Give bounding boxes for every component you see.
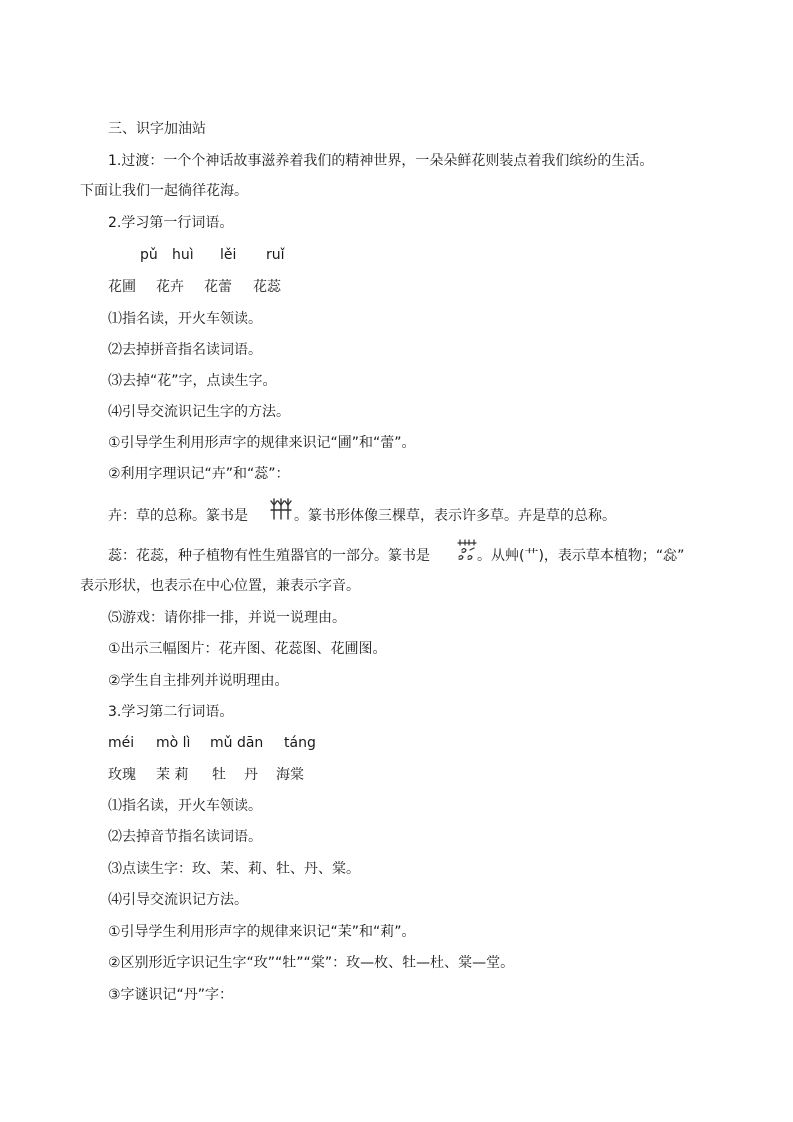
pinyin-tang: táng: [284, 735, 316, 751]
step2-item4a: ①引导学生利用形声字的规律来识记“圃”和“蕾”。: [108, 435, 416, 451]
pinyin-moli: mò lì: [156, 735, 191, 751]
step2-item4b: ②利用字理识记“卉”和“蕊”：: [108, 466, 290, 482]
rui-explanation-line2: 表示形状，也表示在中心位置，兼表示字音。: [80, 578, 360, 594]
word-mu: 牡: [212, 767, 226, 783]
step3-title: 3.学习第二行词语。: [108, 704, 234, 720]
step3-item4: ⑷引导交流识记方法。: [108, 892, 248, 908]
word-moli: 茉 莉: [156, 767, 189, 783]
word-haitang: 海棠: [276, 767, 304, 783]
seal-script-hui-image: [270, 497, 292, 521]
word-huapu: 花圃: [108, 279, 136, 295]
step3-item3: ⑶点读生字：玫、茉、莉、牡、丹、棠。: [108, 861, 360, 877]
word-meigui: 玫瑰: [108, 767, 136, 783]
step2-item5a: ①出示三幅图片：花卉图、花蕊图、花圃图。: [108, 641, 387, 657]
paragraph-transition-line1: 1.过渡：一个个神话故事滋养着我们的精神世界，一朵朵鲜花则装点着我们缤纷的生活。: [108, 153, 654, 169]
rui-explanation-part2: 。从艸(艹)，表示草本植物；“惢”: [477, 548, 685, 564]
step3-item4a: ①引导学生利用形声字的规律来识记“茉”和“莉”。: [108, 924, 416, 940]
step3-item2: ⑵去掉音节指名读词语。: [108, 829, 262, 845]
pinyin-pu: pǔ: [140, 247, 158, 263]
word-huarui: 花蕊: [253, 279, 281, 295]
pinyin-hui: huì: [172, 247, 194, 263]
step2-item2: ⑵去掉拼音指名读词语。: [108, 342, 262, 358]
step2-item4: ⑷引导交流识记生字的方法。: [108, 404, 290, 420]
pinyin-mudan: mǔ dān: [210, 735, 264, 751]
step3-item1: ⑴指名读，开火车领读。: [108, 798, 262, 814]
pinyin-mei: méi: [108, 735, 135, 751]
step2-item5: ⑸游戏：请你排一排，并说一说理由。: [108, 610, 346, 626]
hui-explanation-part1: 卉：草的总称。篆书是: [108, 508, 248, 524]
word-dan: 丹: [244, 767, 258, 783]
step2-item3: ⑶去掉“花”字，点读生字。: [108, 373, 277, 389]
pinyin-lei: lěi: [220, 247, 237, 263]
hui-explanation-part2: 。篆书形体像三棵草，表示许多草。卉是草的总称。: [294, 508, 616, 524]
word-huahui: 花卉: [156, 279, 184, 295]
step3-item4c: ③字谜识记“丹”字：: [108, 987, 234, 1003]
paragraph-transition-line2: 下面让我们一起徜徉花海。: [80, 183, 248, 199]
step2-title: 2.学习第一行词语。: [108, 215, 234, 231]
step2-item1: ⑴指名读，开火车领读。: [108, 311, 262, 327]
section-title: 三、识字加油站: [108, 121, 206, 137]
step3-item4b: ②区别形近字识记生字“玫”“牡”“棠”：玫—枚、牡—杜、棠—堂。: [108, 955, 515, 971]
step2-item5b: ②学生自主排列并说明理由。: [108, 673, 289, 689]
word-hualei: 花蕾: [204, 279, 232, 295]
seal-script-rui-image: [457, 538, 477, 562]
rui-explanation-part1: 蕊：花蕊，种子植物有性生殖器官的一部分。篆书是: [108, 548, 430, 564]
pinyin-rui: ruǐ: [266, 247, 285, 263]
